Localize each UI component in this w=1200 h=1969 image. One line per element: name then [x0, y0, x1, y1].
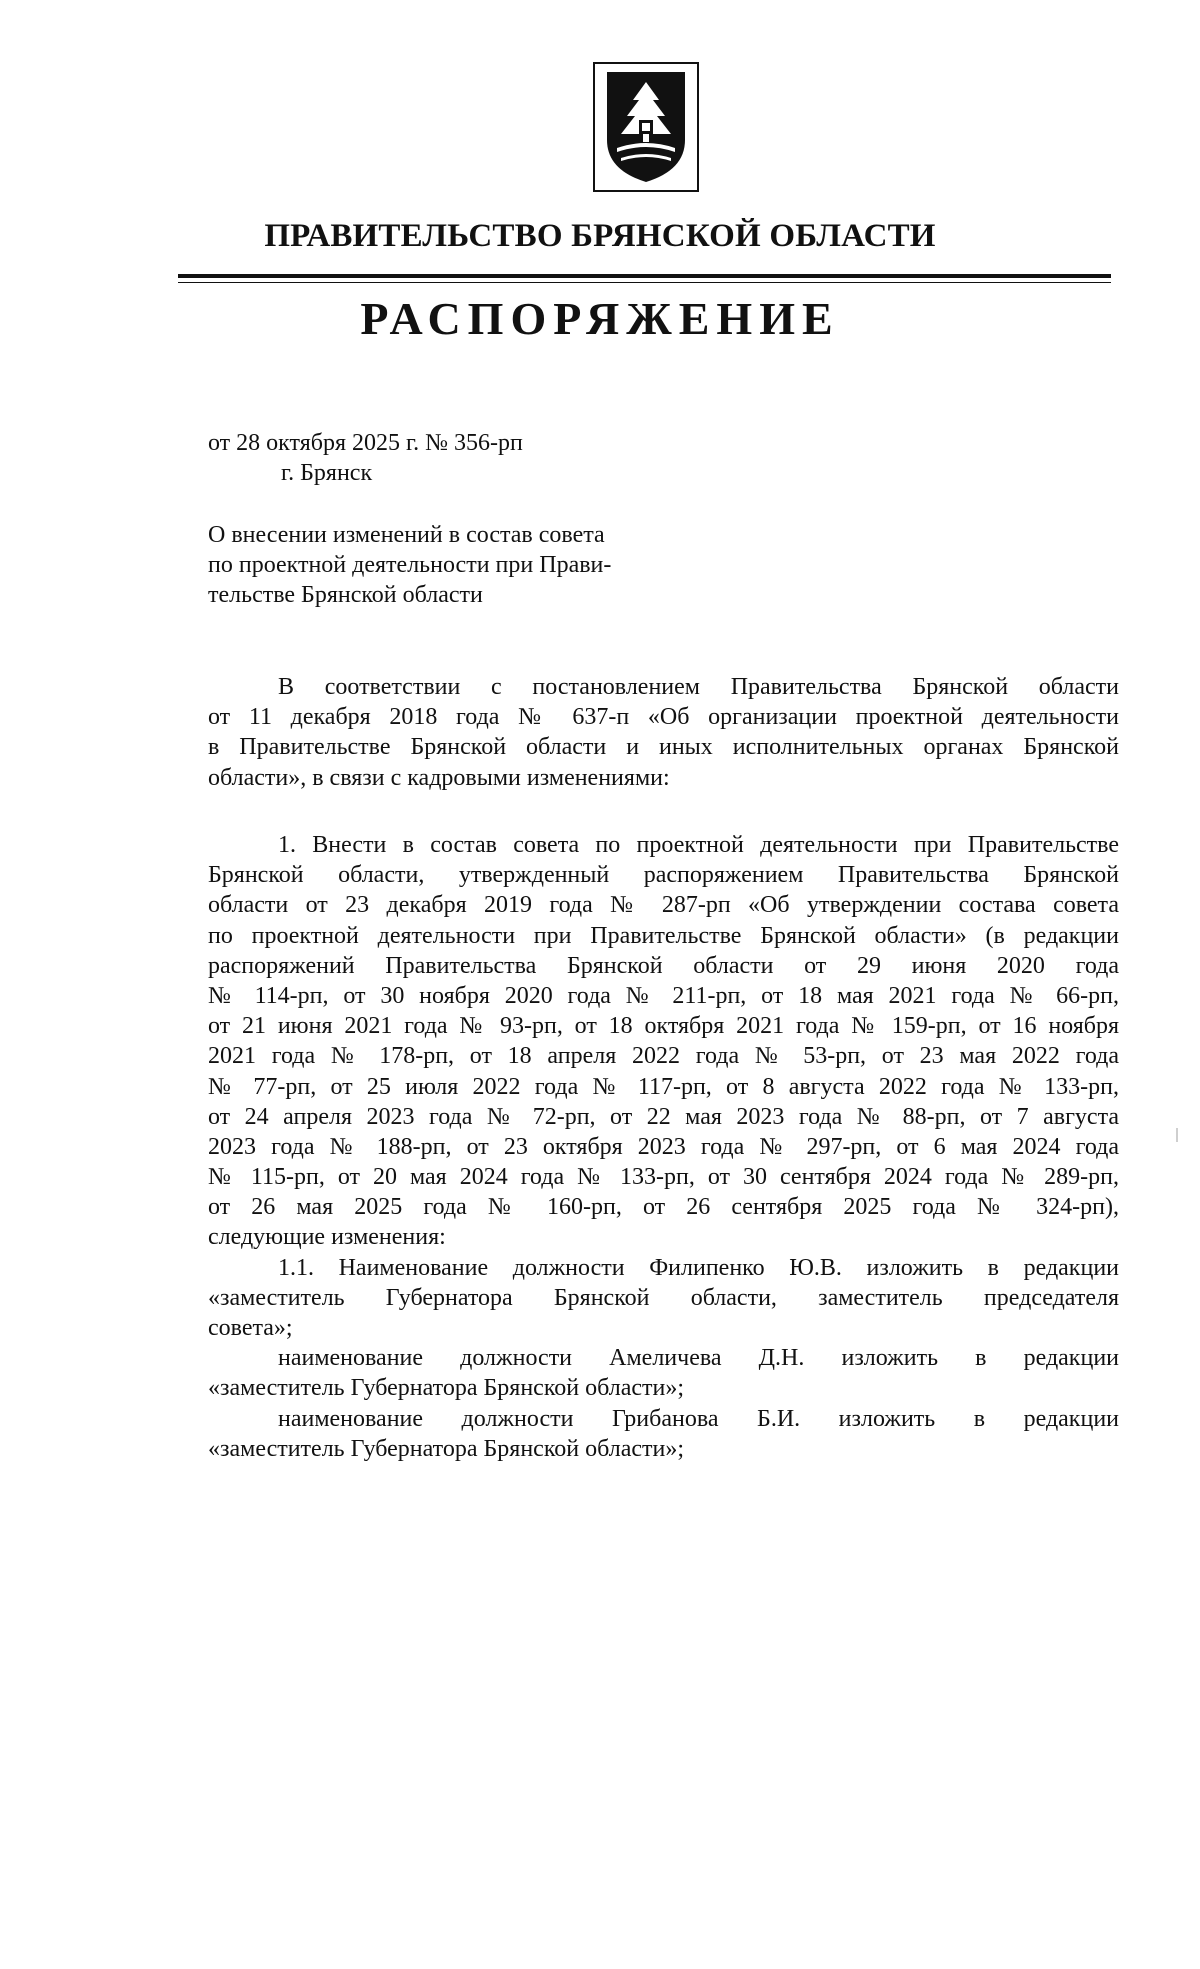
- subitem-line: «заместитель Губернатора Брянской области»;: [208, 1435, 685, 1462]
- subitem-line: наименование должности Амеличева Д.Н. изложить в редакции: [278, 1345, 1119, 1372]
- header-divider-thin: [178, 282, 1111, 283]
- subitem-line: «заместитель Губернатора Брянской области»;: [208, 1375, 685, 1402]
- preamble-paragraph: [208, 672, 1119, 793]
- subject-line: тельстве Брянской области: [208, 582, 483, 608]
- item-line: № 114-рп, от 30 ноября 2020 года № 211-рп, от 18 мая 2021 года № 66-рп,: [208, 982, 1119, 1009]
- item-line: 2023 года № 188-рп, от 23 октября 2023 года № 297-рп, от 6 мая 2024 года: [208, 1133, 1119, 1160]
- coat-of-arms-icon: [593, 62, 699, 192]
- item-line: от 24 апреля 2023 года № 72-рп, от 22 мая 2023 года № 88-рп, от 7 августа: [208, 1103, 1119, 1130]
- item-line: Брянской области, утвержденный распоряжением Правительства Брянской: [208, 862, 1119, 889]
- preamble-line: в Правительстве Брянской области и иных исполнительных органах Брянской: [208, 734, 1119, 761]
- preamble-line: от 11 декабря 2018 года № 637-п «Об организации проектной деятельности: [208, 704, 1119, 731]
- item-line: следующие изменения:: [208, 1224, 446, 1251]
- item-1-paragraph: [208, 830, 1119, 1464]
- item-line: 2021 года № 178-рп, от 18 апреля 2022 года № 53-рп, от 23 мая 2022 года: [208, 1043, 1119, 1070]
- subitem-line: совета»;: [208, 1315, 293, 1341]
- item-line: № 115-рп, от 20 мая 2024 года № 133-рп, от 30 сентября 2024 года № 289-рп,: [208, 1164, 1119, 1191]
- item-line: от 21 июня 2021 года № 93-рп, от 18 октября 2021 года № 159-рп, от 16 ноября: [208, 1013, 1119, 1040]
- document-date-number: от 28 октября 2025 г. № 356-рп: [208, 430, 523, 456]
- item-line: распоряжений Правительства Брянской области от 29 июня 2020 года: [208, 952, 1119, 979]
- organization-title: ПРАВИТЕЛЬСТВО БРЯНСКОЙ ОБЛАСТИ: [264, 218, 936, 254]
- item-line: 1. Внести в состав совета по проектной деятельности при Правительстве: [278, 832, 1119, 858]
- preamble-line: области», в связи с кадровыми изменениями:: [208, 764, 670, 791]
- item-line: № 77-рп, от 25 июля 2022 года № 117-рп, от 8 августа 2022 года № 133-рп,: [208, 1073, 1119, 1100]
- scan-mark: [1176, 1128, 1178, 1142]
- document-city: г. Брянск: [281, 460, 373, 486]
- document-subject: [208, 520, 688, 610]
- subitem-line: «заместитель Губернатора Брянской области, заместитель председателя: [208, 1284, 1119, 1311]
- item-line: от 26 мая 2025 года № 160-рп, от 26 сентября 2025 года № 324-рп),: [208, 1194, 1119, 1221]
- item-line: по проектной деятельности при Правительстве Брянской области» (в редакции: [208, 922, 1119, 949]
- preamble-line: В соответствии с постановлением Правительства Брянской области: [278, 674, 1119, 700]
- item-line: области от 23 декабря 2019 года № 287-рп «Об утверждении состава совета: [208, 892, 1119, 919]
- subitem-line: 1.1. Наименование должности Филипенко Ю.В. изложить в редакции: [278, 1254, 1119, 1281]
- subject-line: О внесении изменений в состав совета: [208, 522, 605, 548]
- document-type-title: РАСПОРЯЖЕНИЕ: [360, 293, 840, 344]
- header-divider-thick: [178, 274, 1111, 278]
- subject-line: по проектной деятельности при Прави-: [208, 552, 612, 578]
- subitem-line: наименование должности Грибанова Б.И. изложить в редакции: [278, 1405, 1119, 1432]
